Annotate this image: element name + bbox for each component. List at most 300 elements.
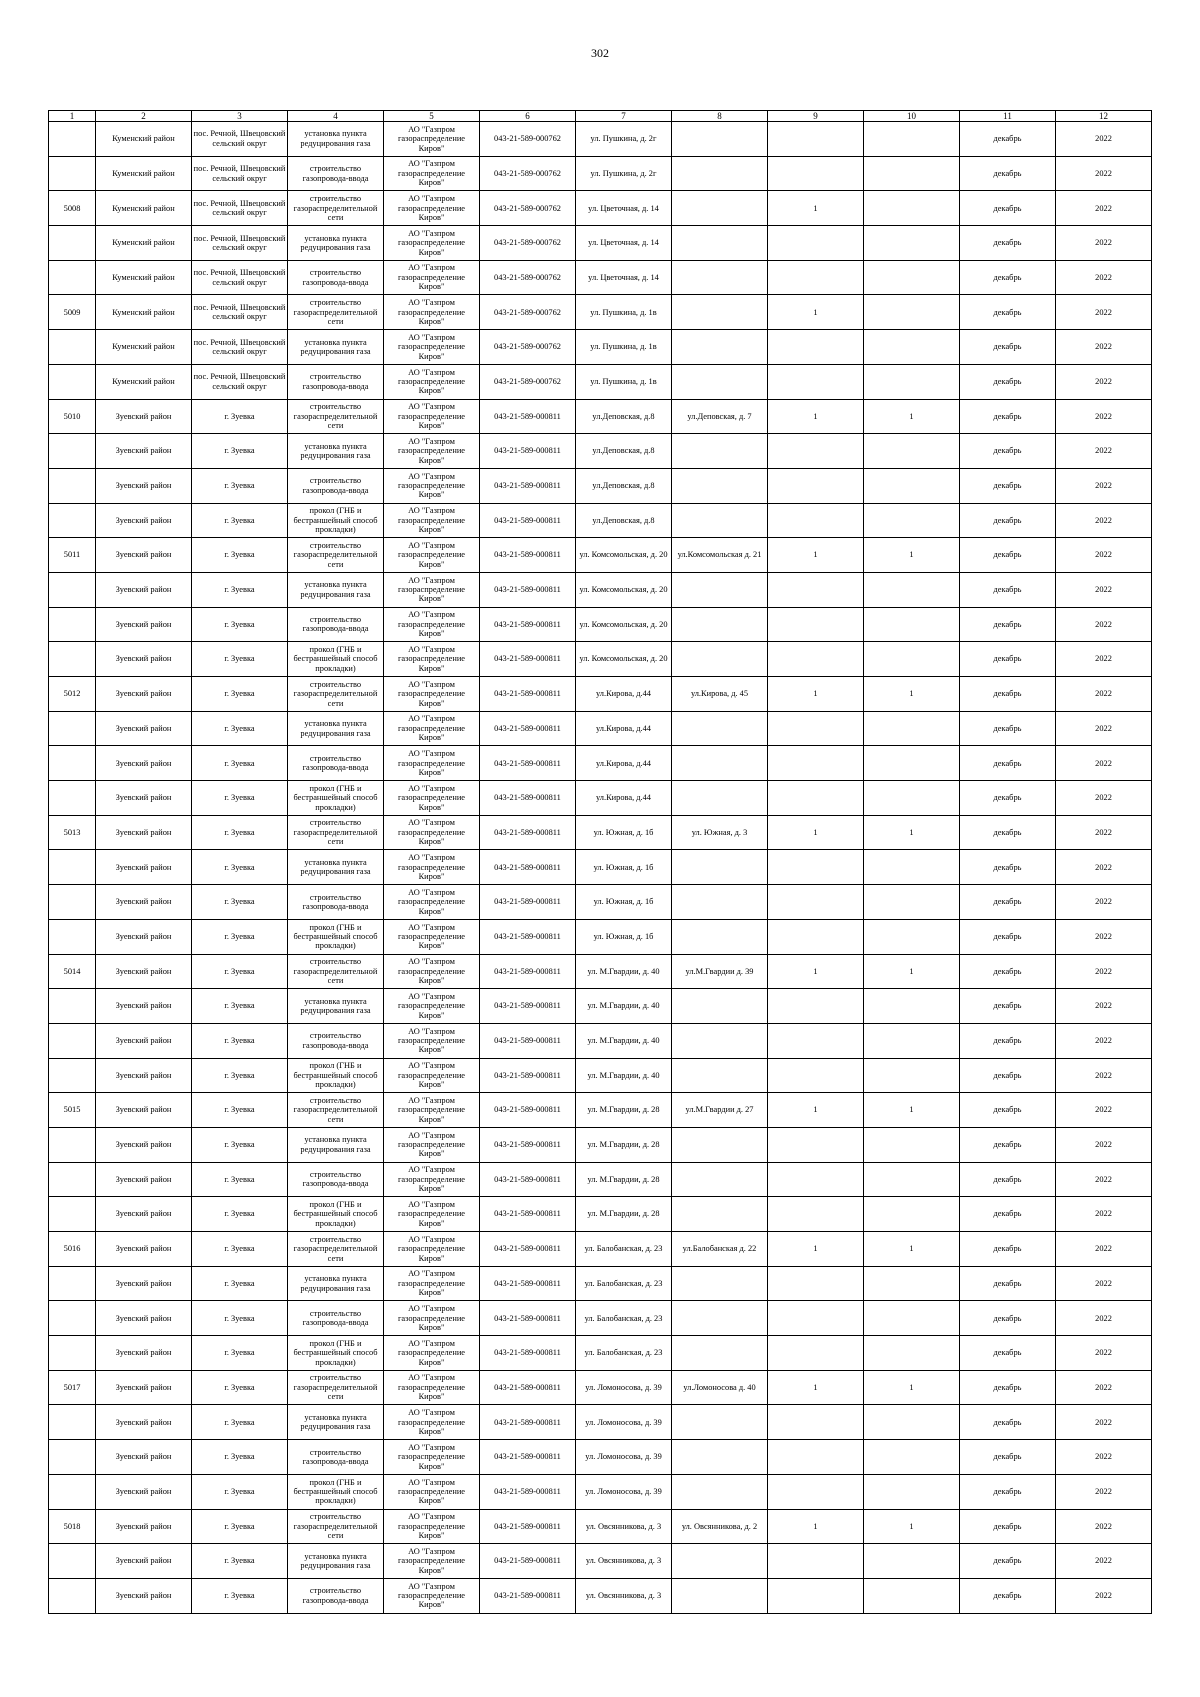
table-cell-col-2 [96, 122, 192, 157]
cell-text: 2022 [1095, 1105, 1112, 1115]
table-cell-col-12 [1056, 1301, 1152, 1336]
table-cell-col-10 [864, 468, 960, 503]
cell-text: 1 [909, 1382, 914, 1392]
table-cell-col-11 [960, 885, 1056, 920]
table-cell-col-5 [384, 1578, 480, 1613]
cell-text: 2022 [1095, 307, 1112, 317]
table-cell-col-10 [864, 607, 960, 642]
cell-text: ул. Ломоносова, д. 39 [585, 1417, 662, 1427]
table-cell-col-1 [49, 1474, 96, 1509]
table-cell-col-10 [864, 1544, 960, 1579]
cell-text: АО "Газпром газораспределение Киров" [397, 263, 466, 292]
table-cell-col-1 [49, 1023, 96, 1058]
table-cell-col-8 [672, 1336, 768, 1371]
table-cell-col-2 [96, 1544, 192, 1579]
table-cell-col-3 [192, 919, 288, 954]
table-cell-col-9 [768, 1544, 864, 1579]
table-cell-col-9 [768, 538, 864, 573]
cell-text: декабрь [993, 1001, 1022, 1011]
cell-text: ул. Балобанская, д. 23 [584, 1348, 663, 1358]
cell-text: ул. Комсомольская, д. 20 [579, 585, 668, 595]
table-cell-col-6 [480, 711, 576, 746]
table-cell-col-3 [192, 1023, 288, 1058]
cell-text: пос. Речной, Швецовский сельский округ [193, 268, 286, 287]
cell-text: ул.Балобанская д. 22 [682, 1244, 757, 1254]
table-cell-col-9 [768, 1232, 864, 1267]
cell-text: 2022 [1095, 203, 1112, 213]
table-cell-col-1 [49, 1266, 96, 1301]
cell-text: 5018 [63, 1521, 81, 1531]
cell-text: ул. Южная, д. 3 [691, 827, 748, 837]
table-cell-col-6 [480, 746, 576, 781]
table-cell-col-7 [576, 364, 672, 399]
table-row [49, 1405, 1152, 1440]
cell-text: декабрь [993, 1209, 1022, 1219]
table-cell-col-6 [480, 1232, 576, 1267]
cell-text: Зуевский район [115, 689, 172, 699]
cell-text: 043-21-589-000811 [494, 897, 561, 907]
table-cell-col-7 [576, 850, 672, 885]
table-cell-col-4 [288, 954, 384, 989]
table-cell-col-4 [288, 781, 384, 816]
table-cell-col-6 [480, 122, 576, 157]
table-cell-col-1 [49, 572, 96, 607]
cell-text: АО "Газпром газораспределение Киров" [397, 749, 466, 777]
table-cell-col-10 [864, 295, 960, 330]
cell-text: ул.Кирова, д.44 [595, 689, 651, 699]
table-cell-col-7 [576, 1578, 672, 1613]
cell-text: декабрь [993, 1174, 1022, 1184]
table-cell-col-9 [768, 1197, 864, 1232]
table-cell-col-5 [384, 815, 480, 850]
table-cell-col-12 [1056, 156, 1152, 191]
table-cell-col-12 [1056, 364, 1152, 399]
cell-text: г. Зуевка [224, 654, 255, 664]
table-row [49, 607, 1152, 642]
cell-text: декабрь [993, 1105, 1022, 1115]
table-cell-col-4 [288, 156, 384, 191]
cell-text: строительство газопровода-ввода [302, 372, 369, 391]
table-cell-col-12 [1056, 434, 1152, 469]
table-cell-col-5 [384, 1197, 480, 1232]
table-cell-col-12 [1056, 1162, 1152, 1197]
cell-text: ул. Овсянникова, д. 3 [585, 1556, 662, 1566]
cell-text: Зуевский район [115, 411, 172, 421]
table-cell-col-3 [192, 1127, 288, 1162]
table-cell-col-6 [480, 156, 576, 191]
cell-text: 043-21-589-000811 [494, 793, 561, 803]
table-cell-col-12 [1056, 572, 1152, 607]
table-cell-col-11 [960, 781, 1056, 816]
cell-text: 2022 [1095, 585, 1112, 595]
table-cell-col-12 [1056, 850, 1152, 885]
table-row [49, 399, 1152, 434]
table-cell-col-3 [192, 330, 288, 365]
table-cell-col-12 [1056, 226, 1152, 261]
cell-text: 1 [813, 411, 818, 421]
cell-text: декабрь [993, 793, 1022, 803]
cell-text: строительство газопровода-ввода [302, 1586, 369, 1605]
table-cell-col-2 [96, 1266, 192, 1301]
cell-text: ул.Деповская, д.8 [592, 446, 655, 456]
cell-text: АО "Газпром газораспределение Киров" [397, 1546, 466, 1575]
table-cell-col-1 [49, 260, 96, 295]
table-cell-col-10 [864, 1058, 960, 1093]
table-cell-col-8 [672, 226, 768, 261]
table-cell-col-9 [768, 1509, 864, 1544]
cell-text: ул. М.Гвардии, д. 28 [587, 1105, 660, 1115]
column-header-9: 9 [768, 111, 864, 122]
table-cell-col-10 [864, 781, 960, 816]
cell-text: г. Зуевка [224, 689, 255, 699]
cell-text: г. Зуевка [224, 1486, 255, 1496]
cell-text: декабрь [993, 723, 1022, 733]
table-cell-col-5 [384, 1232, 480, 1267]
cell-text: установка пункта редуцирования газа [300, 1551, 371, 1571]
table-cell-col-6 [480, 1578, 576, 1613]
table-cell-col-7 [576, 1162, 672, 1197]
table-cell-col-3 [192, 746, 288, 781]
cell-text: декабрь [993, 966, 1022, 976]
table-cell-col-3 [192, 1301, 288, 1336]
table-cell-col-3 [192, 850, 288, 885]
table-cell-col-11 [960, 295, 1056, 330]
table-cell-col-8 [672, 538, 768, 573]
cell-text: г. Зуевка [224, 481, 255, 491]
cell-text: 2022 [1095, 931, 1112, 941]
table-cell-col-10 [864, 156, 960, 191]
cell-text: декабрь [993, 758, 1022, 768]
cell-text: г. Зуевка [224, 1556, 255, 1566]
cell-text: строительство газораспределительной сети [293, 540, 378, 569]
table-cell-col-5 [384, 1440, 480, 1475]
cell-text: строительство газопровода-ввода [302, 1308, 369, 1328]
table-cell-col-9 [768, 1440, 864, 1475]
table-cell-col-11 [960, 1405, 1056, 1440]
table-cell-col-8 [672, 572, 768, 607]
cell-text: 2022 [1095, 515, 1112, 525]
column-header-2: 2 [96, 111, 192, 122]
table-body [49, 122, 1152, 1614]
table-cell-col-11 [960, 815, 1056, 850]
cell-text: декабрь [993, 897, 1022, 907]
table-cell-col-9 [768, 468, 864, 503]
cell-text: г. Зуевка [224, 827, 255, 837]
table-cell-col-4 [288, 399, 384, 434]
cell-text: 2022 [1095, 168, 1112, 178]
table-cell-col-8 [672, 364, 768, 399]
table-cell-col-8 [672, 503, 768, 538]
table-cell-col-6 [480, 330, 576, 365]
table-cell-col-1 [49, 364, 96, 399]
table-cell-col-8 [672, 815, 768, 850]
table-cell-col-8 [672, 260, 768, 295]
table-cell-col-10 [864, 226, 960, 261]
table-cell-col-8 [672, 1093, 768, 1128]
table-cell-col-5 [384, 330, 480, 365]
cell-text: декабрь [993, 134, 1022, 144]
table-cell-col-5 [384, 1301, 480, 1336]
table-cell-col-2 [96, 919, 192, 954]
table-cell-col-8 [672, 781, 768, 816]
table-cell-col-2 [96, 746, 192, 781]
table-cell-col-12 [1056, 260, 1152, 295]
table-cell-col-5 [384, 607, 480, 642]
cell-text: Зуевский район [115, 619, 172, 629]
table-cell-col-7 [576, 122, 672, 157]
table-cell-col-2 [96, 503, 192, 538]
cell-text: 1 [813, 1105, 818, 1115]
cell-text: г. Зуевка [224, 446, 255, 456]
cell-text: 1 [909, 1244, 914, 1254]
cell-text: ул. Пушкина, д. 1в [590, 342, 657, 352]
table-row [49, 191, 1152, 226]
cell-text: 2022 [1095, 1382, 1112, 1392]
column-header-4: 4 [288, 111, 384, 122]
table-cell-col-3 [192, 885, 288, 920]
table-cell-col-7 [576, 538, 672, 573]
cell-text: прокол (ГНБ и бестраншейный способ прокладки) [293, 783, 378, 812]
cell-text: 043-21-589-000811 [494, 1278, 561, 1288]
cell-text: 5015 [63, 1105, 81, 1115]
table-cell-col-12 [1056, 781, 1152, 816]
cell-text: установка пункта редуцирования газа [300, 233, 371, 252]
cell-text: АО "Газпром газораспределение Киров" [397, 194, 466, 222]
table-cell-col-3 [192, 1509, 288, 1544]
table-row [49, 815, 1152, 850]
cell-text: строительство газопровода-ввода [302, 892, 369, 911]
table-cell-col-6 [480, 1405, 576, 1440]
cell-text: ул.Кирова, д.44 [595, 758, 651, 768]
table-cell-col-9 [768, 781, 864, 816]
table-cell-col-1 [49, 989, 96, 1024]
table-cell-col-12 [1056, 1578, 1152, 1613]
table-cell-col-8 [672, 295, 768, 330]
cell-text: АО "Газпром газораспределение Киров" [397, 1026, 466, 1055]
cell-text: ул. М.Гвардии, д. 40 [587, 1036, 660, 1046]
cell-text: строительство газопровода-ввода [302, 268, 369, 287]
cell-text: 043-21-589-000811 [494, 827, 561, 837]
table-row [49, 538, 1152, 573]
table-cell-col-2 [96, 295, 192, 330]
cell-text: строительство газопровода-ввода [302, 753, 369, 773]
table-row [49, 746, 1152, 781]
table-cell-col-1 [49, 538, 96, 573]
table-row [49, 885, 1152, 920]
table-cell-col-7 [576, 711, 672, 746]
table-cell-col-7 [576, 1301, 672, 1336]
table-cell-col-10 [864, 122, 960, 157]
table-cell-col-11 [960, 1266, 1056, 1301]
table-row [49, 156, 1152, 191]
table-cell-col-4 [288, 1093, 384, 1128]
cell-text: установка пункта редуцирования газа [300, 337, 371, 356]
table-cell-col-6 [480, 954, 576, 989]
cell-text: декабрь [993, 827, 1022, 837]
table-cell-col-3 [192, 677, 288, 712]
table-cell-col-12 [1056, 815, 1152, 850]
table-cell-col-7 [576, 295, 672, 330]
table-cell-col-10 [864, 191, 960, 226]
table-cell-col-9 [768, 677, 864, 712]
table-cell-col-7 [576, 1336, 672, 1371]
table-cell-col-6 [480, 1058, 576, 1093]
cell-text: декабрь [993, 168, 1022, 178]
cell-text: ул. М.Гвардии, д. 28 [587, 1174, 660, 1184]
table-cell-col-10 [864, 1370, 960, 1405]
table-cell-col-2 [96, 1578, 192, 1613]
cell-text: г. Зуевка [224, 1521, 255, 1531]
cell-text: декабрь [993, 654, 1022, 664]
table-row [49, 1197, 1152, 1232]
table-cell-col-7 [576, 989, 672, 1024]
table-cell-col-10 [864, 989, 960, 1024]
cell-text: Зуевский район [115, 1001, 172, 1011]
table-cell-col-3 [192, 815, 288, 850]
cell-text: декабрь [993, 1521, 1022, 1531]
table-cell-col-9 [768, 1474, 864, 1509]
table-cell-col-10 [864, 1336, 960, 1371]
table-cell-col-8 [672, 954, 768, 989]
table-cell-col-4 [288, 642, 384, 677]
table-cell-col-2 [96, 260, 192, 295]
table-cell-col-9 [768, 919, 864, 954]
cell-text: 2022 [1095, 862, 1112, 872]
table-cell-col-6 [480, 781, 576, 816]
cell-text: 5012 [63, 689, 81, 699]
column-header-1: 1 [49, 111, 96, 122]
table-cell-col-4 [288, 226, 384, 261]
column-header-8: 8 [672, 111, 768, 122]
cell-text: прокол (ГНБ и бестраншейный способ прокладки) [293, 1200, 378, 1228]
table-cell-col-9 [768, 434, 864, 469]
table-cell-col-10 [864, 746, 960, 781]
table-cell-col-3 [192, 1405, 288, 1440]
cell-text: ул. Пушкина, д. 2г [590, 168, 657, 178]
table-cell-col-1 [49, 434, 96, 469]
cell-text: 043-21-589-000811 [494, 1348, 561, 1358]
cell-text: прокол (ГНБ и бестраншейный способ прокладки) [293, 1338, 378, 1367]
table-cell-col-1 [49, 1370, 96, 1405]
cell-text: Зуевский район [115, 1591, 172, 1601]
table-cell-col-2 [96, 1058, 192, 1093]
cell-text: установка пункта редуцирования газа [300, 129, 371, 148]
table-cell-col-9 [768, 1093, 864, 1128]
cell-text: декабрь [993, 1140, 1022, 1150]
cell-text: АО "Газпром газораспределение Киров" [397, 332, 466, 361]
table-cell-col-9 [768, 1162, 864, 1197]
cell-text: 043-21-589-000762 [494, 168, 561, 178]
cell-text: 043-21-589-000811 [494, 550, 561, 560]
table-cell-col-3 [192, 1544, 288, 1579]
table-cell-col-1 [49, 1301, 96, 1336]
cell-text: АО "Газпром газораспределение Киров" [397, 853, 466, 881]
cell-text: 043-21-589-000811 [494, 515, 561, 525]
cell-text: Зуевский район [115, 585, 172, 595]
table-cell-col-9 [768, 850, 864, 885]
cell-text: Зуевский район [115, 862, 172, 872]
table-row [49, 1058, 1152, 1093]
cell-text: декабрь [993, 342, 1022, 352]
table-cell-col-8 [672, 399, 768, 434]
table-row [49, 919, 1152, 954]
cell-text: 1 [813, 1244, 818, 1254]
table-row [49, 122, 1152, 157]
cell-text: АО "Газпром газораспределение Киров" [397, 645, 466, 673]
table-cell-col-4 [288, 364, 384, 399]
table-cell-col-8 [672, 711, 768, 746]
table-cell-col-1 [49, 677, 96, 712]
table-cell-col-3 [192, 781, 288, 816]
cell-text: 043-21-589-000811 [494, 446, 561, 456]
cell-text: ул. Южная, д. 1б [593, 862, 654, 872]
cell-text: декабрь [993, 689, 1022, 699]
table-cell-col-3 [192, 434, 288, 469]
table-cell-col-9 [768, 1336, 864, 1371]
table-cell-col-9 [768, 572, 864, 607]
table-cell-col-11 [960, 1370, 1056, 1405]
table-cell-col-4 [288, 677, 384, 712]
table-cell-col-1 [49, 295, 96, 330]
cell-text: прокол (ГНБ и бестраншейный способ прокладки) [293, 506, 378, 535]
table-cell-col-7 [576, 1058, 672, 1093]
table-cell-col-5 [384, 1544, 480, 1579]
table-cell-col-6 [480, 919, 576, 954]
table-cell-col-4 [288, 295, 384, 330]
table-cell-col-2 [96, 1232, 192, 1267]
table-cell-col-12 [1056, 1058, 1152, 1093]
table-cell-col-4 [288, 1370, 384, 1405]
cell-text: г. Зуевка [224, 1209, 255, 1219]
table-cell-col-7 [576, 191, 672, 226]
cell-text: ул. Цветочная, д. 14 [588, 272, 659, 282]
table-cell-col-11 [960, 746, 1056, 781]
cell-text: 1 [813, 1521, 818, 1531]
table-cell-col-12 [1056, 122, 1152, 157]
table-cell-col-3 [192, 1162, 288, 1197]
table-cell-col-8 [672, 1301, 768, 1336]
table-row [49, 503, 1152, 538]
column-header-6: 6 [480, 111, 576, 122]
table-cell-col-5 [384, 122, 480, 157]
cell-text: АО "Газпром газораспределение Киров" [397, 1269, 466, 1298]
table-cell-col-7 [576, 642, 672, 677]
cell-text: строительство газораспределительной сети [293, 679, 378, 708]
table-cell-col-10 [864, 1440, 960, 1475]
cell-text: г. Зуевка [224, 1278, 255, 1288]
cell-text: декабрь [993, 585, 1022, 595]
table-cell-col-7 [576, 954, 672, 989]
table-cell-col-11 [960, 538, 1056, 573]
table-cell-col-8 [672, 607, 768, 642]
table-cell-col-2 [96, 399, 192, 434]
cell-text: АО "Газпром газораспределение Киров" [397, 922, 466, 951]
table-cell-col-11 [960, 1336, 1056, 1371]
cell-text: 043-21-589-000811 [494, 1452, 561, 1462]
table-row [49, 954, 1152, 989]
cell-text: АО "Газпром газораспределение Киров" [397, 506, 466, 535]
cell-text: Куменский район [112, 376, 175, 386]
table-cell-col-12 [1056, 954, 1152, 989]
cell-text: 043-21-589-000811 [494, 689, 561, 699]
table-cell-col-11 [960, 1578, 1056, 1613]
table-cell-col-11 [960, 468, 1056, 503]
cell-text: Зуевский район [115, 1452, 172, 1462]
table-cell-col-10 [864, 711, 960, 746]
table-cell-col-2 [96, 1370, 192, 1405]
table-cell-col-2 [96, 1162, 192, 1197]
table-cell-col-1 [49, 607, 96, 642]
